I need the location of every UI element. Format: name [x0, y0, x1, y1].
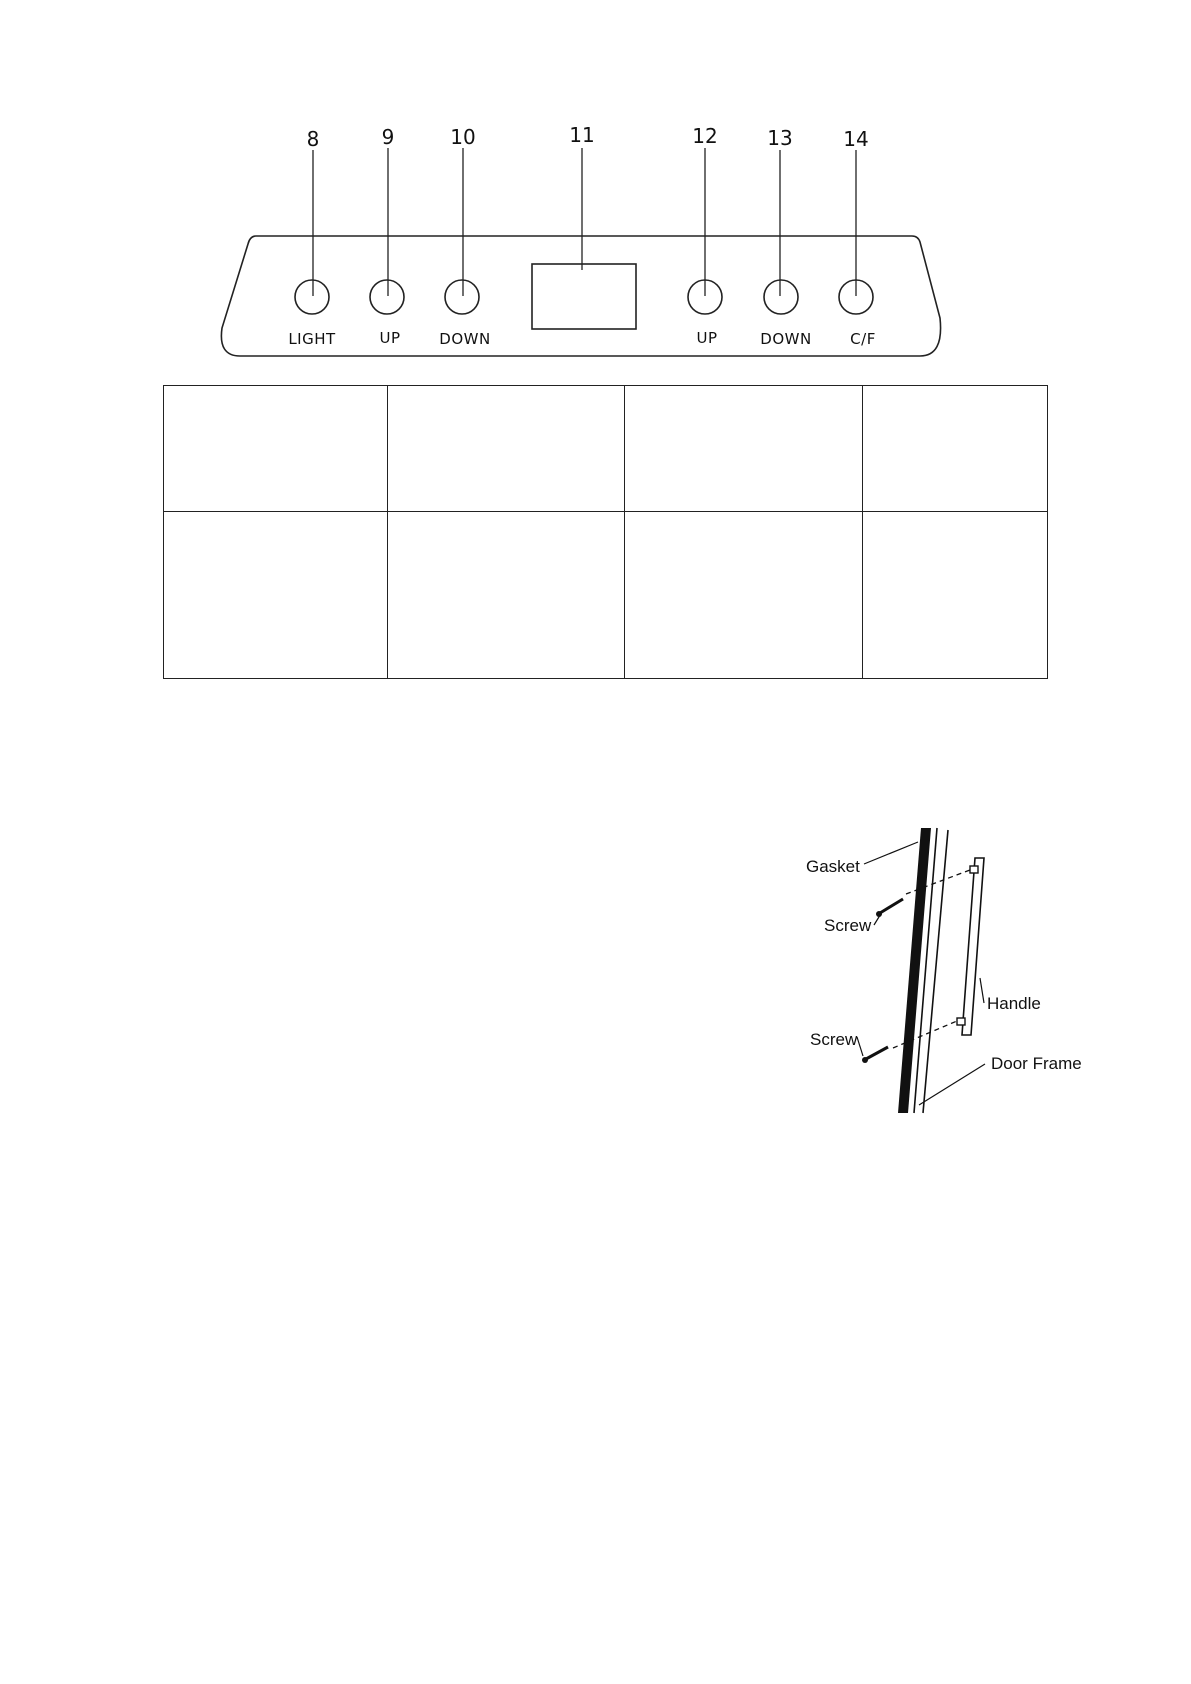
gasket-leader	[864, 842, 918, 864]
callout-8: 8	[306, 127, 320, 151]
screw-bottom-icon	[862, 1047, 888, 1063]
light-button[interactable]	[295, 280, 329, 314]
handle	[962, 858, 984, 1035]
table-cell	[863, 386, 1048, 512]
handle-top-mount	[970, 866, 978, 873]
down-button-right-label: DOWN	[760, 330, 812, 348]
down-button-left[interactable]	[445, 280, 479, 314]
up-button-right-label: UP	[696, 329, 718, 347]
door-frame-label: Door Frame	[991, 1054, 1082, 1073]
handle-installation-diagram	[806, 828, 1082, 1113]
screw-bottom-label: Screw	[810, 1030, 858, 1049]
light-button-label: LIGHT	[288, 330, 336, 348]
handle-label: Handle	[987, 994, 1041, 1013]
gasket-label: Gasket	[806, 857, 860, 876]
callout-leaders	[313, 148, 856, 296]
table-cell	[164, 512, 388, 679]
bottom-screw-alignment-line	[893, 1021, 957, 1048]
cf-button-label: C/F	[850, 330, 876, 348]
up-button-left[interactable]	[370, 280, 404, 314]
table-row	[164, 386, 1048, 512]
handle-bottom-mount	[957, 1018, 965, 1025]
screw-top-label: Screw	[824, 916, 872, 935]
handle-leader	[980, 978, 984, 1003]
down-button-left-label: DOWN	[439, 330, 491, 348]
callout-9: 9	[381, 125, 395, 149]
table-cell	[164, 386, 388, 512]
spec-table	[163, 385, 1048, 679]
up-button-left-label: UP	[379, 329, 401, 347]
door-frame-leader	[919, 1064, 985, 1105]
callout-12: 12	[692, 124, 718, 148]
callout-10: 10	[450, 125, 476, 149]
control-panel	[221, 123, 940, 356]
table-cell	[387, 386, 625, 512]
table-cell	[625, 386, 863, 512]
table-cell	[863, 512, 1048, 679]
screw-bottom-leader	[857, 1037, 863, 1056]
callout-14: 14	[843, 127, 869, 151]
top-screw-alignment-line	[906, 870, 970, 894]
table-cell	[387, 512, 625, 679]
table-row	[164, 512, 1048, 679]
callout-11: 11	[569, 123, 595, 147]
down-button-right[interactable]	[764, 280, 798, 314]
display-window	[532, 264, 636, 329]
callout-13: 13	[767, 126, 793, 150]
table-cell	[625, 512, 863, 679]
